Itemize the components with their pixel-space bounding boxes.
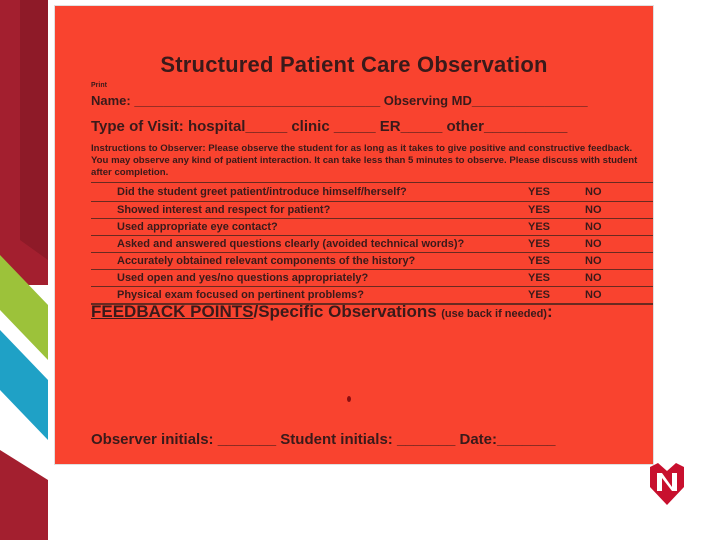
yes-option: YES [528, 204, 551, 216]
question-text: Accurately obtained relevant components of the history? [117, 255, 416, 267]
no-option: NO [585, 272, 602, 284]
ink-mark [347, 396, 351, 402]
observer-instructions: Instructions to Observer: Please observe the student for as long as it takes to give positive and constructive feedback. You may observe any kind of patient interaction. It can take less than 5 minutes to observe. Please discuss with student after completion. [91, 143, 638, 179]
table-rule [91, 182, 653, 183]
card-title: Structured Patient Care Observation [160, 52, 548, 77]
feedback-points-label: FEEDBACK POINTS [91, 302, 254, 321]
yes-option: YES [528, 255, 551, 267]
yes-option: YES [528, 186, 551, 198]
yes-option: YES [528, 272, 551, 284]
type-of-visit-line: Type of Visit: hospital_____ clinic _____ ER_____ other__________ [91, 118, 568, 135]
university-logo-icon [644, 461, 690, 507]
question-text: Physical exam focused on pertinent problems? [117, 289, 364, 301]
print-label: Print [91, 82, 107, 89]
no-option: NO [585, 186, 602, 198]
no-option: NO [585, 204, 602, 216]
checklist-row [91, 253, 651, 270]
checklist-row [91, 219, 651, 236]
checklist-row [91, 184, 651, 201]
no-option: NO [585, 255, 602, 267]
question-text: Did the student greet patient/introduce himself/herself? [117, 186, 407, 198]
signature-line: Observer initials: _______ Student initials: _______ Date:_______ [91, 431, 556, 448]
checklist-row [91, 270, 651, 287]
question-text: Used open and yes/no questions appropriately? [117, 272, 369, 284]
feedback-heading [91, 302, 553, 322]
checklist-row [91, 236, 651, 253]
yes-option: YES [528, 221, 551, 233]
specific-observations-label: /Specific Observations [253, 302, 437, 321]
crimson-band-inner [20, 0, 48, 260]
observation-card [55, 6, 653, 464]
use-back-note: (use back if needed) [441, 308, 547, 320]
yes-option: YES [528, 289, 551, 301]
feedback-colon: : [546, 302, 553, 321]
no-option: NO [585, 238, 602, 250]
slide-side-decoration [0, 0, 60, 540]
question-text: Used appropriate eye contact? [117, 221, 278, 233]
question-text: Showed interest and respect for patient? [117, 204, 331, 216]
checklist-row [91, 202, 651, 219]
name-observing-md-line: Name: __________________________________ Observing MD________________ [91, 93, 588, 108]
question-text: Asked and answered questions clearly (avoided technical words)? [117, 238, 465, 250]
yes-option: YES [528, 238, 551, 250]
no-option: NO [585, 221, 602, 233]
crimson-band-bottom [0, 450, 48, 540]
no-option: NO [585, 289, 602, 301]
